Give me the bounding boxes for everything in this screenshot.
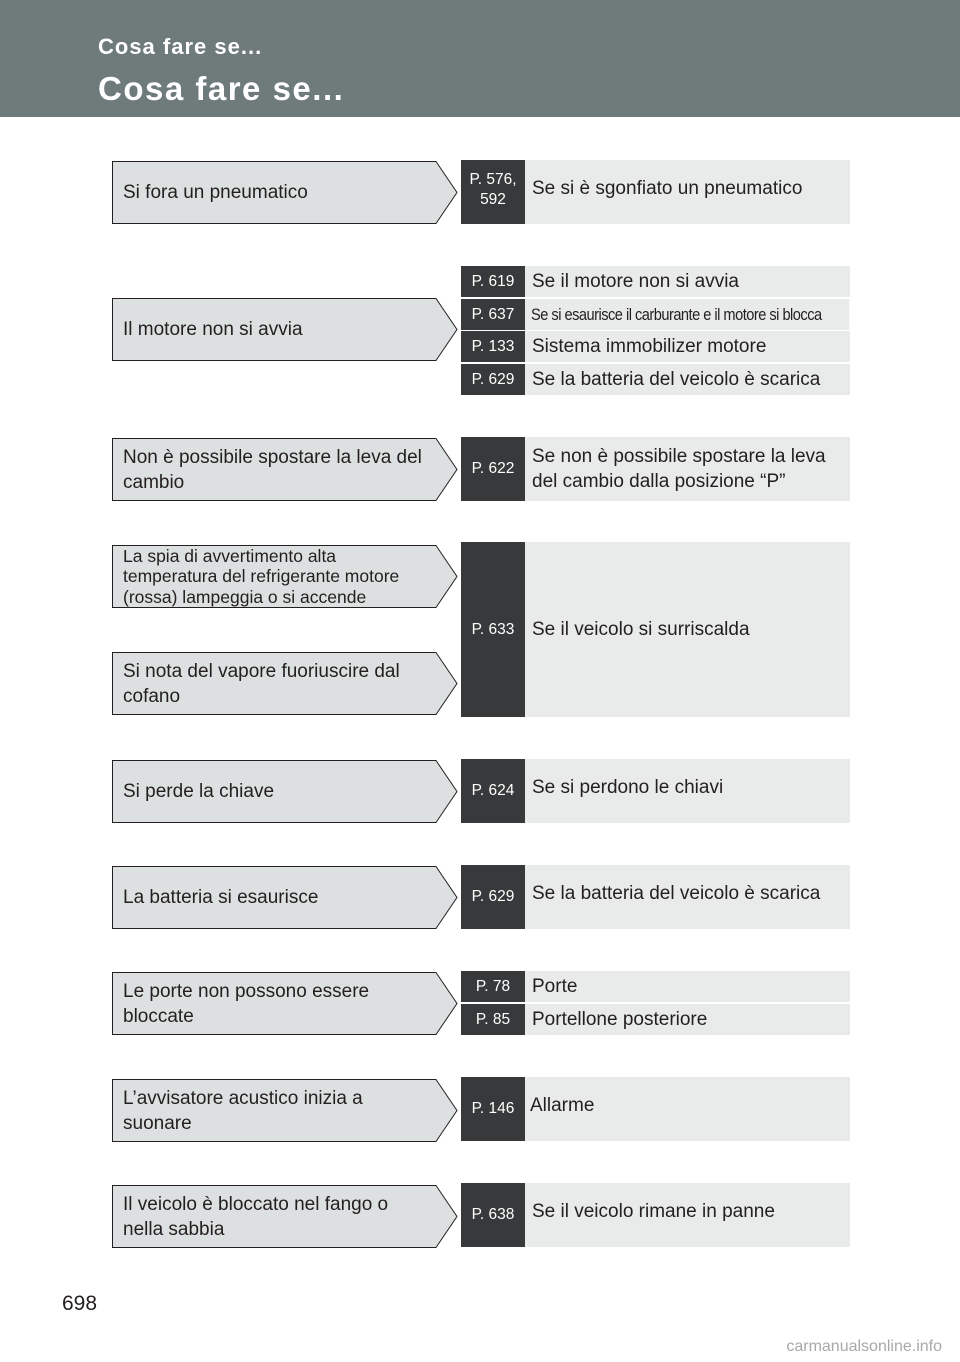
- symptom-stuck-mud: [112, 1185, 458, 1248]
- ref-row-tailgate: [461, 1004, 850, 1035]
- reference-description: Portellone posteriore: [525, 1004, 850, 1035]
- ref-row-fuel: [461, 299, 850, 330]
- symptom-label: Si nota del vapore fuoriuscire dal cofano: [123, 660, 400, 707]
- ref-row-engine-start: [461, 266, 850, 297]
- reference-description: Se il veicolo rimane in panne: [525, 1183, 850, 1247]
- reference-description: Se la batteria del veicolo è scarica: [525, 364, 850, 395]
- page-title: Cosa fare se...: [98, 70, 345, 107]
- ref-row-overheat: [461, 542, 850, 717]
- symptom-coolant-warning: [112, 545, 458, 608]
- ref-row-alarm: [461, 1077, 850, 1141]
- symptom-label: Le porte non possono essere bloccate: [123, 980, 370, 1027]
- reference-description: Allarme: [525, 1077, 850, 1141]
- reference-description: Se si esaurisce il carburante e il motore si blocca: [525, 299, 849, 330]
- symptom-label: Si fora un pneumatico: [123, 182, 308, 203]
- page-reference: P. 638: [461, 1183, 525, 1247]
- page-reference: P. 629: [461, 364, 525, 395]
- page-reference: P. 637: [461, 299, 525, 330]
- ref-row-stuck: [461, 1183, 850, 1247]
- reference-description: Se si è sgonfiato un pneumatico: [525, 160, 850, 224]
- page-reference: P. 622: [461, 437, 525, 501]
- page-reference: P. 146: [461, 1077, 525, 1141]
- page-reference: P. 85: [461, 1004, 525, 1035]
- ref-row-doors: [461, 971, 850, 1002]
- page-reference: P. 629: [461, 865, 525, 929]
- symptom-steam-hood: [112, 652, 458, 715]
- ref-row-immobilizer: [461, 331, 850, 362]
- symptom-battery-dead: [112, 866, 458, 929]
- ref-row-battery-dead: [461, 865, 850, 929]
- ref-row-battery: [461, 364, 850, 395]
- reference-description: Se non è possibile spostare la leva del cambio dalla posizione “P”: [525, 437, 850, 501]
- symptom-shift-lever: [112, 438, 458, 501]
- symptom-label: Il motore non si avvia: [123, 319, 303, 340]
- symptom-lost-key: [112, 760, 458, 823]
- symptom-engine-wont-start: [112, 298, 458, 361]
- page-reference: P. 624: [461, 759, 525, 823]
- reference-description: Se la batteria del veicolo è scarica: [525, 865, 850, 929]
- page-reference: [461, 160, 525, 224]
- reference-description: Porte: [525, 971, 850, 1002]
- symptom-label: L’avvisatore acustico inizia a suonare: [123, 1087, 363, 1134]
- page-reference: P. 133: [461, 331, 525, 362]
- page-number: 698: [62, 1292, 98, 1315]
- page-reference: P. 78: [461, 971, 525, 1002]
- reference-description: Se il motore non si avvia: [525, 266, 850, 297]
- reference-description: Se il veicolo si surriscalda: [525, 542, 850, 717]
- symptom-label: La spia di avvertimento alta temperatura del refrigerante motore (rossa) lampeggia o si accende: [123, 545, 400, 607]
- ref-row-shift-lever: [461, 437, 850, 501]
- symptom-label: La batteria si esaurisce: [123, 887, 319, 908]
- ref-row-lost-key: [461, 759, 850, 823]
- symptom-label: Non è possibile spostare la leva del cambio: [123, 446, 422, 493]
- watermark: carmanualsonline.info: [786, 1338, 942, 1355]
- page-reference: P. 619: [461, 266, 525, 297]
- page-reference: P. 633: [461, 542, 525, 717]
- symptom-doors-lock: [112, 972, 458, 1035]
- page-header: [0, 0, 960, 117]
- symptom-label: Si perde la chiave: [123, 781, 275, 802]
- symptom-flat-tire: [112, 161, 458, 224]
- symptom-alarm: [112, 1079, 458, 1142]
- reference-description: Se si perdono le chiavi: [525, 759, 850, 823]
- symptom-label: Il veicolo è bloccato nel fango o nella sabbia: [123, 1193, 389, 1240]
- ref-row-flat-tire: [461, 160, 850, 224]
- reference-description: Sistema immobilizer motore: [525, 331, 850, 362]
- page-ref-text: P. 576, 592: [469, 171, 517, 208]
- section-title: Cosa fare se...: [98, 34, 263, 59]
